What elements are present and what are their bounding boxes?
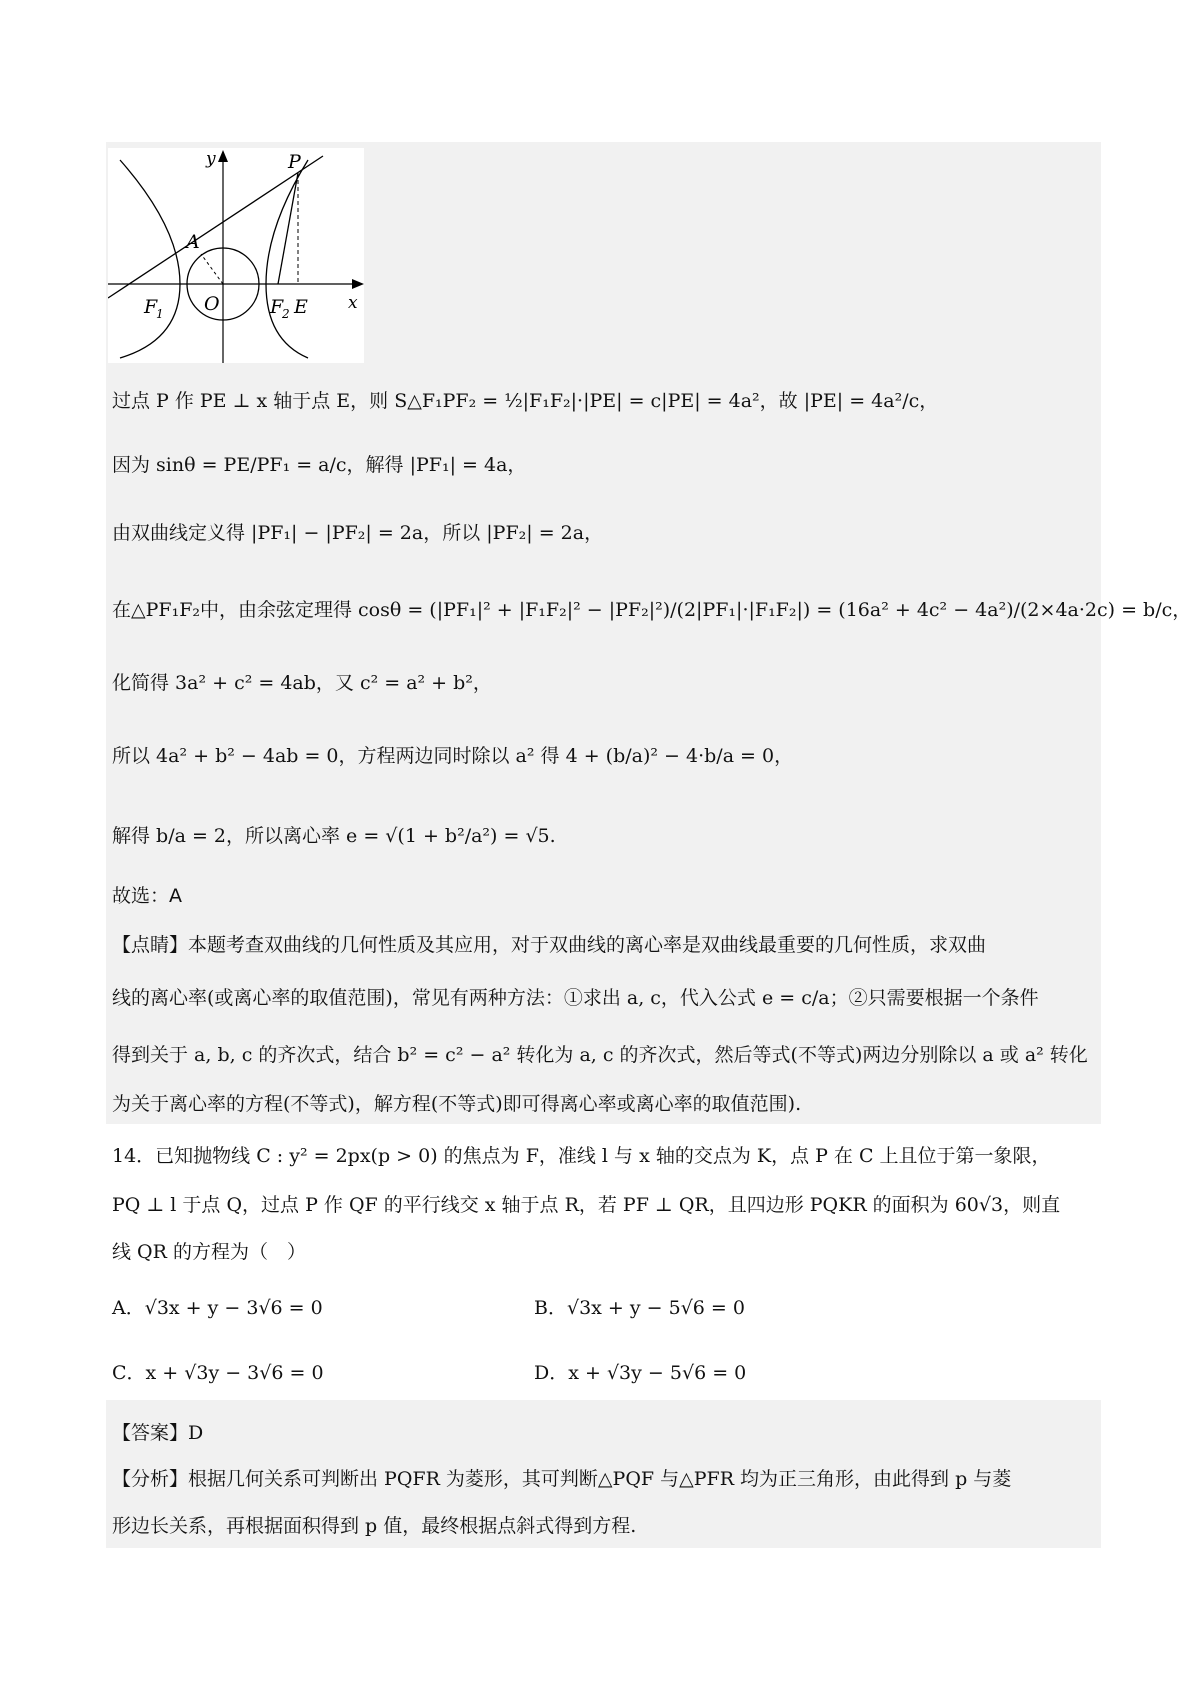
hyperbola-figure [108,148,364,363]
comment-line-4: 为关于离心率的方程(不等式)，解方程(不等式)即可得离心率或离心率的取值范围). [112,1093,802,1115]
label-f1-sub: 1 [156,307,164,321]
label-p: P [288,151,301,173]
question-14-line-2: PQ ⊥ l 于点 Q，过点 P 作 QF 的平行线交 x 轴于点 R，若 PF ⊥ QR，且四边形 PQKR 的面积为 60√3，则直 [112,1194,1061,1216]
comment-line-2: 线的离心率(或离心率的取值范围)，常见有两种方法：①求出 a, c，代入公式 e = c/a；②只需要根据一个条件 [112,987,1039,1009]
label-y: y [206,149,216,169]
segment-o-a-dashed [201,254,223,284]
tangent-line-f1-p [108,156,323,298]
answer-14: 【答案】D [112,1422,204,1444]
option-a: A．√3x + y − 3√6 = 0 [112,1297,323,1319]
hyperbola-diagram [108,148,364,363]
solution-line-4: 在△PF₁F₂中，由余弦定理得 cosθ = (|PF₁|² + |F₁F₂|² − |PF₂|²)/(2|PF₁|·|F₁F₂|) = (16a² + 4c² − 4a²)/(2×4a·2c) = b/c， [112,599,1192,621]
solution-answer-choice: 故选：A [112,885,182,907]
label-f2: F [270,296,284,318]
y-axis-arrow [218,150,228,162]
question-14-line-1: 14．已知抛物线 C : y² = 2px(p > 0) 的焦点为 F，准线 l 与 x 轴的交点为 K，点 P 在 C 上且位于第一象限， [112,1145,1051,1167]
x-axis-arrow [352,279,364,289]
label-f1: F [144,296,158,318]
label-o: O [204,293,220,315]
label-x: x [348,293,358,313]
option-b: B．√3x + y − 5√6 = 0 [534,1297,745,1319]
segment-p-f2 [278,173,298,284]
analysis-14-line-2: 形边长关系，再根据面积得到 p 值，最终根据点斜式得到方程. [112,1515,637,1537]
analysis-14-line-1: 【分析】根据几何关系可判断出 PQFR 为菱形，其可判断△PQF 与△PFR 均为正三角形，由此得到 p 与菱 [112,1468,1012,1490]
solution-line-1: 过点 P 作 PE ⊥ x 轴于点 E，则 S△F₁PF₂ = ½|F₁F₂|·|PE| = c|PE| = 4a²，故 |PE| = 4a²/c， [112,390,939,412]
solution-line-2: 因为 sinθ = PE/PF₁ = a/c，解得 |PF₁| = 4a， [112,454,527,476]
label-a: A [186,231,200,253]
option-d: D．x + √3y − 5√6 = 0 [534,1362,747,1384]
solution-line-6: 所以 4a² + b² − 4ab = 0，方程两边同时除以 a² 得 4 + (b/a)² − 4·b/a = 0， [112,745,794,767]
comment-line-3: 得到关于 a, b, c 的齐次式，结合 b² = c² − a² 转化为 a, c 的齐次式，然后等式(不等式)两边分别除以 a 或 a² 转化 [112,1044,1088,1066]
label-e: E [294,296,308,318]
hyperbola-left-branch [120,160,180,358]
question-14-line-3: 线 QR 的方程为（ ） [112,1241,306,1263]
solution-line-5: 化简得 3a² + c² = 4ab，又 c² = a² + b²， [112,672,492,694]
label-f2-sub: 2 [282,307,290,321]
option-c: C．x + √3y − 3√6 = 0 [112,1362,324,1384]
solution-line-3: 由双曲线定义得 |PF₁| − |PF₂| = 2a，所以 |PF₂| = 2a， [112,522,604,544]
comment-line-1: 【点睛】本题考查双曲线的几何性质及其应用，对于双曲线的离心率是双曲线最重要的几何性质，求双曲 [112,934,987,956]
solution-line-7: 解得 b/a = 2，所以离心率 e = √(1 + b²/a²) = √5. [112,825,556,847]
